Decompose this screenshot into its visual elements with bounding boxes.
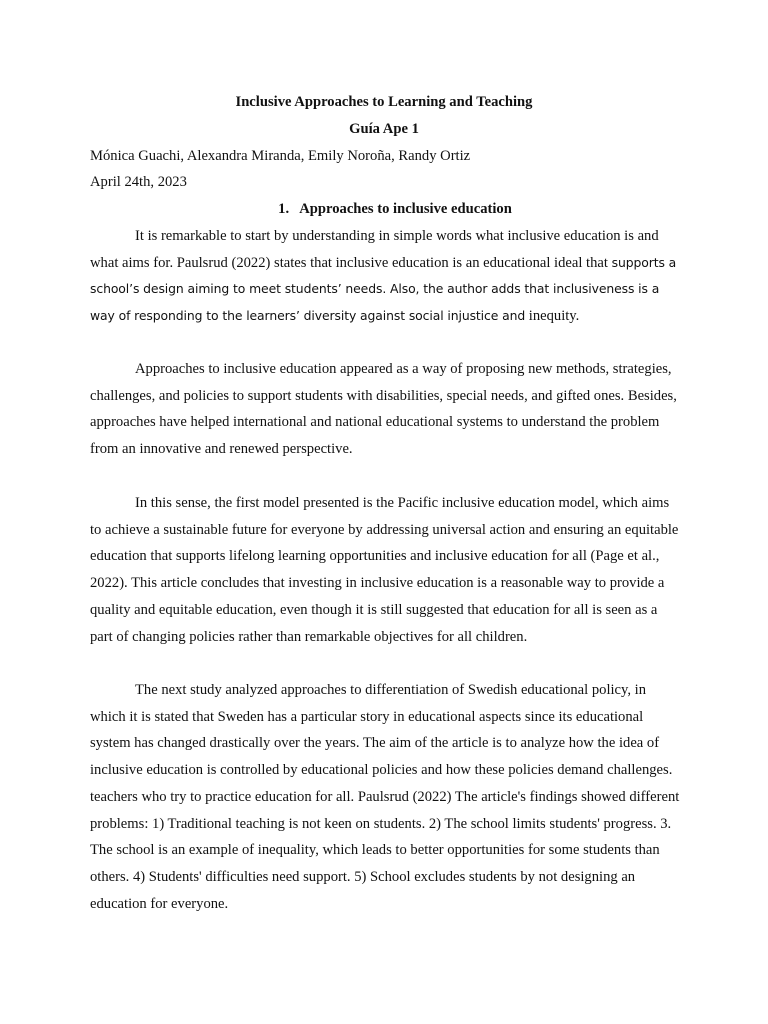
paragraph-2: [90, 356, 682, 463]
paragraph-2-text: Approaches to inclusive education appeared as a way of proposing new methods, strategies, challenges, and policies to support students with disabilities, special needs, and gifted ones. Besides, approaches have helped international and national educational systems to understand the problem from an innovative and renewed perspective.: [90, 361, 677, 458]
paragraph-4: [90, 677, 682, 917]
document-subtitle: Guía Ape 1: [349, 121, 419, 137]
paragraph-1-part-a: It is remarkable to start by understanding in simple words what inclusive education is and what aims for. Paulsrud (2022) states that inclusive education is an educational ideal that: [90, 228, 659, 271]
paragraph-3: [90, 490, 682, 650]
paragraph-1-part-b: supports a school’s design aiming to meet students’ needs. Also, the author adds that inclusiveness is a way of responding to the learners’ diversity against social injustice and: [90, 254, 677, 324]
document-date: April 24th, 2023: [90, 174, 187, 190]
author-list: Mónica Guachi, Alexandra Miranda, Emily Noroña, Randy Ortiz: [90, 148, 471, 164]
paragraph-3-text: In this sense, the first model presented is the Pacific inclusive education model, which aims to achieve a sustainable future for everyone by addressing universal action and ensuring an equitable education that supports lifelong learning opportunities and inclusive education for all (Page et al., 2022). This article concludes that investing in inclusive education is a reasonable way to provide a quality and equitable education, even though it is still suggested that education for all is seen as a part of changing policies rather than remarkable objectives for all children.: [90, 495, 679, 645]
section-heading: 1. Approaches to inclusive education: [278, 201, 512, 217]
document-title: Inclusive Approaches to Learning and Teaching: [235, 94, 533, 110]
paragraph-1-part-c: inequity.: [525, 308, 580, 325]
paragraph-1: [90, 223, 682, 330]
paragraph-4-text: The next study analyzed approaches to differentiation of Swedish educational policy, in which it is stated that Sweden has a particular story in educational aspects since its educational system has changed drastically over the years. The aim of the article is to analyze how the idea of inclusive education is controlled by educational policies and how these policies demand challenges. teachers who try to practice education for all. Paulsrud (2022) The article's findings showed different problems: 1) Traditional teaching is not keen on students. 2) The school limits students' progress. 3. The school is an example of inequality, which leads to better opportunities for some students than others. 4) Students' difficulties need support. 5) School excludes students by not designing an education for everyone.: [90, 682, 680, 912]
